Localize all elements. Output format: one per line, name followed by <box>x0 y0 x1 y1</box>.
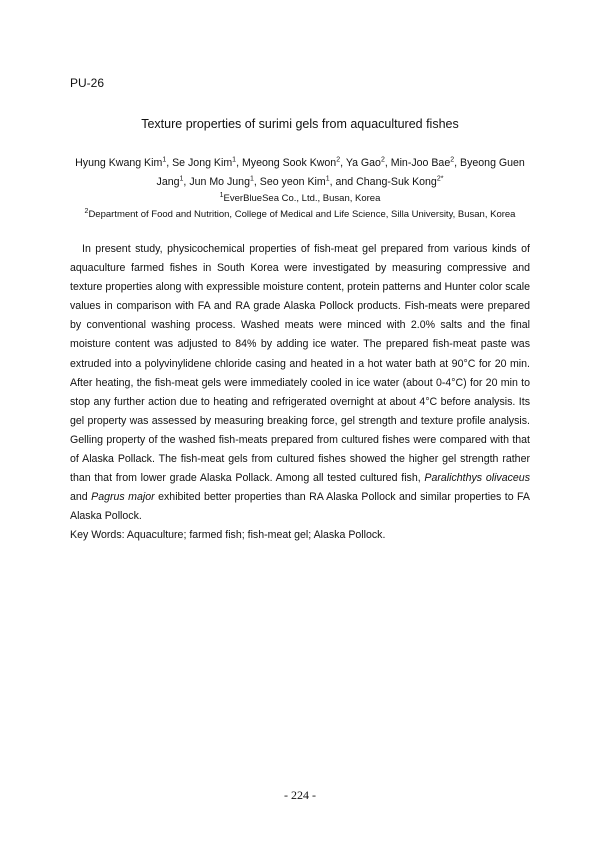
paper-title: Texture properties of surimi gels from aquacultured fishes <box>141 117 459 131</box>
author-name: Jun Mo Jung <box>189 176 250 188</box>
author-affiliation-marker: 1 <box>249 175 254 183</box>
author-affiliation-marker: 2 <box>380 156 385 164</box>
abstract-text: In present study, physicochemical properties of fish-meat gel prepared from various kinds of aquaculture farmed fishes in South Korea were investigated by measuring compressive and texture properties along with expressible moisture content, protein patterns and Hunter color scale values in comparison with FA and RA grade Alaska Pollock products. Fish-meats were prepared by conventional washing process. Washed meats were minced with 2.0% salts and the final moisture content was adjusted to 84% by adding ice water. The prepared fish-meat paste was extruded into a polyvinylidene chloride casing and heated in a hot water bath at 90°C for 20 min. After heating, the fish-meat gels were immediately cooled in ice water (about 0-4°C) for 20 min to stop any further action due to heating and refrigerated overnight at about 4°C before analysis. Its gel property was assessed by measuring breaking force, gel strength and texture profile analysis. Gelling property of the washed fish-meats prepared from cultured fishes were compared with that of Alaska Pollack. The fish-meat gels from cultured fishes showed the higher gel strength rather than that from lower grade Alaska Pollack. Among all tested cultured fish, <box>70 243 530 485</box>
affiliation-text: EverBlueSea Co., Ltd., Busan, Korea <box>223 193 381 204</box>
author-affiliation-marker: 2 <box>336 156 341 164</box>
author-affiliation-marker: 2 <box>450 156 455 164</box>
species-name: Paralichthys olivaceus <box>424 472 530 485</box>
species-name: Pagrus major <box>91 491 155 504</box>
author-affiliation-marker: 1 <box>179 175 184 183</box>
author-affiliation-marker: 1 <box>162 156 167 164</box>
abstract-text: exhibited better properties than RA Alaska Pollock and similar properties to FA Alaska Pollock. <box>70 491 530 523</box>
affiliation-2 <box>0 209 600 220</box>
affiliation-1 <box>0 193 600 204</box>
author-name: Seo yeon Kim <box>259 176 326 188</box>
affiliation-marker: 2 <box>84 207 89 215</box>
page-number: - 224 - <box>284 788 316 802</box>
abstract-paragraph <box>70 240 530 526</box>
author-name: Byeong Guen Jang <box>156 157 525 188</box>
abstract-body <box>70 240 530 546</box>
author-name: Myeong Sook Kwon <box>241 157 337 169</box>
author-name: Chang-Suk Kong <box>356 176 437 188</box>
author-name: Ya Gao <box>345 157 381 169</box>
affiliation-text: Department of Food and Nutrition, College of Medical and Life Science, Silla University, Busan, Korea <box>88 209 516 220</box>
author-name: Se Jong Kim <box>172 157 233 169</box>
abstract-text: and <box>70 491 92 504</box>
author-name: Hyung Kwang Kim <box>75 157 163 169</box>
abstract-code: PU-26 <box>70 76 105 90</box>
author-affiliation-marker: 2* <box>436 175 444 183</box>
author-list: Hyung Kwang Kim$^1$, Se Jong Kim$^1$, Myeong Sook Kwon$^2$, Ya Gao$^2$, Min-Joo Bae$^2$, Byeong Guen Jang$^1$, Jun Mo Jung$^1$, Seo yeon Kim$^1$, and Chang-Suk Kong$^{2*}$ <box>75 156 525 188</box>
author-affiliation-marker: 1 <box>325 175 330 183</box>
affiliation-marker: 1 <box>219 191 224 199</box>
author-name: Min-Joo Bae <box>390 157 451 169</box>
keywords: Key Words: Aquaculture; farmed fish; fish-meat gel; Alaska Pollock. <box>70 529 386 542</box>
author-affiliation-marker: 1 <box>232 156 237 164</box>
